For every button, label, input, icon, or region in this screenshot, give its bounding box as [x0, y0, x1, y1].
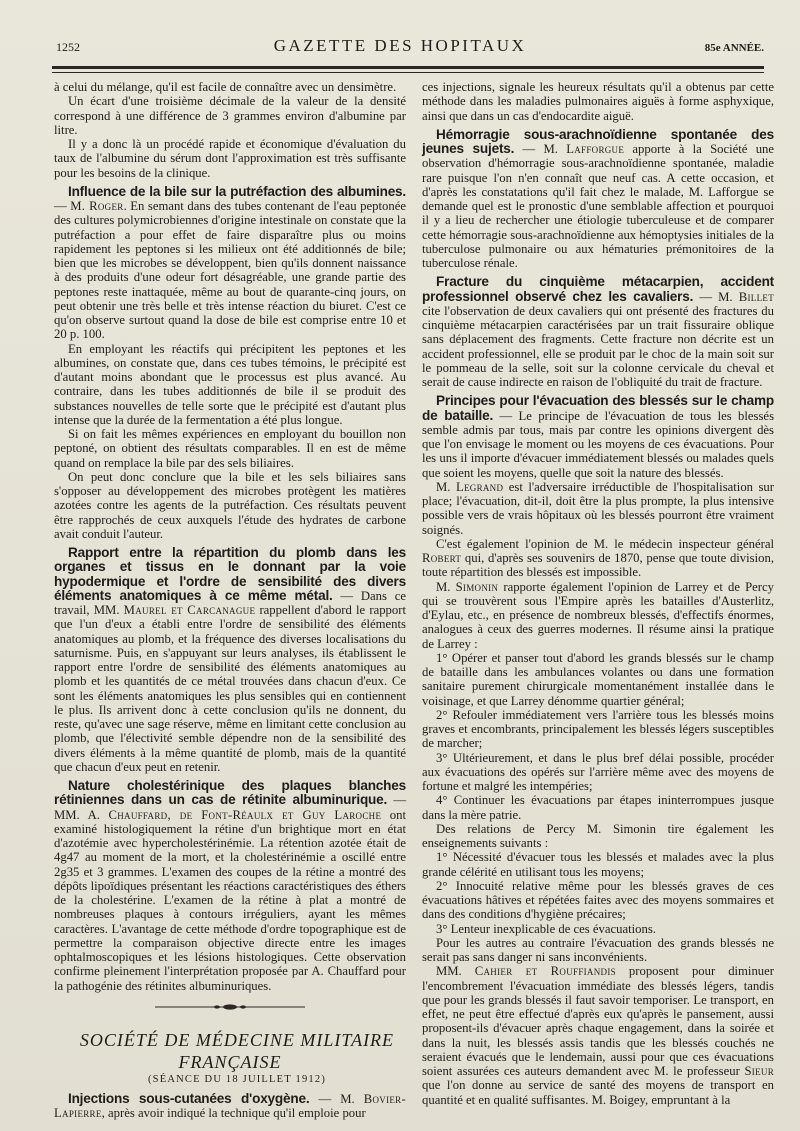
article-heading: Principes pour l'évacuation des blessés sur le champ de bataille. — [422, 393, 774, 423]
article-evacuation — [422, 394, 774, 480]
list-item: 4° Continuer les évacuations par étapes ininterrompues jusque dans la mère patrie. — [422, 793, 774, 822]
paragraph: M. Legrand est l'adversaire irréductible de l'hospitalisation sur place; l'évacuation, dit-il, doit être la plus prompte, la plus intensive possible vers de vrais hôpitaux où les blessés pourront être vraiment soignés. — [422, 479, 774, 537]
author-name: Robert — [422, 551, 462, 565]
article-text: , après avoir indiqué la technique qu'il emploie pour — [101, 1106, 366, 1121]
paragraph: ces injections, signale les heureux résultats qu'il a obtenus par cette méthode dans les maladies pulmonaires aiguës à forme asphyxique, ainsi que dans un cas d'endocardite aiguë. — [422, 80, 774, 123]
list-item: 2° Refouler immédiatement vers l'arrière tous les blessés moins graves et encombrants, principalement les blessés légers susceptibles de marcher; — [422, 707, 774, 751]
left-column — [54, 80, 406, 1121]
article-text: rappellent d'abord le rapport que l'un d'eux a établi entre l'ordre de sensibilité des éléments anatomiques au plomb, et la fréquence des diverses localisations du saturnisme. Puis, en s'appuyant sur leurs analyses, ils établissent le rapport entre l'ordre de sensibilité des éléments anatomiques au plomb et les quantités de ce métal trouvées dans chacun d'eux. Ce sont les éléments anatomiques les plus sensibles qui en contiennent le plus. Ils arrivent donc à cette conclusion qu'ils ne donnent, du reste, qu'avec une sage réserve, même en limitant cette conclusion au plomb, que l'électivité semble dépendre non de la sensibilité des divers éléments à la même quantité de plomb, mais de la quantité que chacun d'eux peut en retenir. — [54, 603, 406, 774]
article-fracture: Fracture du cinquième métacarpien, accident professionnel observé chez les cavaliers. — M. Billet cite l'observation de deux cavaliers qui ont présenté des fractures du cinquième métacarpien caractérisées par un trait fissuraire oblique sans déplacement des fragments. Cette fracture non décrite est un accident professionnel, elle se produit par le choc de la main soit sur le pommeau de la selle, soit sur la colonne cervicale du cheval et serait de cause indirecte en raison de l'obliquité du trait de fracture. — [422, 274, 774, 389]
section-ornament — [155, 1003, 305, 1011]
header-rule-thin — [52, 72, 764, 73]
article-text: . En semant dans des tubes contenant de l'eau peptonée des cultures polymicrobiennes d'origine intestinale on constate que la putréfaction a pour effet de faire disparaître plus ou moins rapidement les peptones si les milieux ont été additionnés de bile; bien que les microbes se développent, bien qu'ils donnent naissance à des produits d'une odeur fort désagréable, une grande partie des peptones reste inattaquée, même au bout de quarante-cinq jours, on peut obtenir une très belle et très intense réaction du biuret. C'est ce qu'on observe surtout quand la dose de bile est comprise entre 10 et 20 p. 100. — [54, 199, 406, 342]
paragraph: Il y a donc là un procédé rapide et économique d'évaluation du taux de l'albumine du sérum dont l'approximation est très suffisante pour les besoins de la clinique. — [54, 137, 406, 180]
page-number: 1252 — [56, 40, 80, 54]
article-retinite: Nature cholestérinique des plaques blanches rétiniennes dans un cas de rétinite albuminurique. — MM. A. Chauffard, de Font-Réaulx et Guy Laroche ont examiné histologiquement la rétine d'un brightique mort en état d'azotémie avec hypercholestérinémie. La rétention azotée était de 4g47 au moment de la mort, et la cholestérinémie a oscillé entre 2g35 et 3 grammes. L'examen des coupes de la rétine a montré des dépôts lipoïdiques présentant les réactions caractéristiques des éthers de la cholestérine. L'examen de la rétine à plat a montré de nombreuses plaques à contours irréguliers, ayant les mêmes caractères. L'avantage de cette méthode d'ordre topographique est de permettre la comparaison objective directe entre les images ophtalmoscopiques et les lésions histologiques. Cette observation confirme pleinement l'interprétation proposée par A. Chauffard pour la pathogénie des rétinites albuminuriques. — [54, 778, 406, 993]
paragraph: Si on fait les mêmes expériences en employant du bouillon non peptoné, on obtient des résultats comparables. Il en est de même quand on remplace la bile par des sels biliaires. — [54, 427, 406, 470]
article-text: — Le principe de l'évacuation de tous les blessés semble admis par tous, mais par contre les opinions divergent dès que l'on envisage le moment ou les moyens de ces évacuations. Pour les uns il importe d'évacuer immédiatement blessés ou malades quels que soient les moyens, quelle que soit la nature des blessés. — [422, 408, 775, 480]
article-heading: Injections sous-cutanées d'oxygène. — [68, 1091, 310, 1106]
paragraph: M. Simonin rapporte également l'opinion de Larrey et de Percy qui se trouvèrent sous l'Empire après les batailles d'Austerlitz, d'Eylau, etc., en présence de nombreux blessés, d'effectifs énormes, analogues à ceux des guerres modernes. Il résume ainsi la pratique de Larrey : — [422, 579, 775, 651]
header-rule-thick — [52, 66, 764, 69]
article-heading: Influence de la bile sur la putréfaction des albumines. — [68, 183, 406, 199]
article-text: cite l'observation de deux cavaliers qui ont présenté des fractures du cinquième métacarpien caractérisées par un trait fissuraire oblique sans déplacement des fragments. Cette fracture non décrite est un accident professionnel, elle se produit par le choc de la main soit sur le pommeau de la selle, soit sur la colonne cervicale du cheval et serait de cause indirecte en raison de l'obliquité du trait de fracture. — [422, 303, 774, 389]
paragraph: Pour les autres au contraire l'évacuation des grands blessés ne serait pas sans danger ni sans inconvénients. — [422, 935, 774, 964]
list-item: 1° Opérer et panser tout d'abord les grands blessés sur le champ de bataille dans les ambulances volantes ou dans une formation sanitaire purement chirurgicale momentanément installée dans le voisinage, et que Larrey dénomme quartier général; — [422, 650, 774, 708]
list-item: 1° Nécessité d'évacuer tous les blessés et malades avec la plus grande célérité en utilisant tous les moyens; — [422, 850, 774, 879]
paragraph: C'est également l'opinion de M. le médecin inspecteur général Robert qui, d'après ses souvenirs de 1870, pense que toute division, toute répartition des blessés est impossible. — [422, 536, 774, 580]
author-name: Sieur — [744, 1064, 774, 1078]
author-name: Cahier et Rouffiandis — [474, 964, 616, 979]
year-label: 85e ANNÉE. — [704, 42, 764, 54]
article-heading: Fracture du cinquième métacarpien, accident professionnel observé chez les cavaliers. — [422, 274, 774, 304]
article-hemorragie: Hémorragie sous-arachnoïdienne spontanée des jeunes sujets. — M. Lafforgue apporte à la Société une observation d'hémorragie sous-arachnoïdienne spontanée, maladie rare puisque l'on n'en connaît que neuf cas. A cette occasion, et d'après les constatations qu'il fait chez le malade, M. Lafforgue se demande quel est le pronostic d'une semblable affection et pourquoi il y a lieu de rechercher une étiologie tuberculeuse et de comparer cette hémorragie sous-arachnoïdienne aux hémoptysies initiales de la tuberculose pulmonaire ou aux hématuries prémonitoires de la tuberculose rénale. — [422, 126, 775, 270]
page-header — [0, 30, 800, 64]
author-name: Simonin — [455, 579, 499, 594]
paragraph: Un écart d'une troisième décimale de la valeur de la densité correspond à une différence de 3 grammes environ d'albumine par litre. — [54, 94, 406, 137]
paragraph: MM. Cahier et Rouffiandis proposent pour diminuer l'encombrement l'évacuation immédiate des blessés légers, tandis que pour les grands blessés il faut savoir temporiser. Le transport, en effet, ne peut être effectué d'après eux qu'après le pansement, aussi proposent-ils d'évacuer après chaque engagement, dans la soirée et dans la nuit, les blessés assis tandis que les blessés couchés ne seraient évacués que le lendemain, aussi pour que ces évacuations soient assurées ces auteurs demandent avec M. le professeur Sieur que l'on donne au service de santé des moyens de transport en quantité et en qualité suffisantes. M. Boigey, empruntant à la — [422, 964, 774, 1107]
author-name: M. Roger — [70, 199, 124, 213]
author-name: Billet — [738, 289, 774, 304]
paragraph: à celui du mélange, qu'il est facile de connaître avec un densimètre. — [54, 80, 397, 94]
article-text: apporte à la Société une observation d'hémorragie sous-arachnoïdienne spontanée, maladie rare puisque l'on n'en connaît que neuf cas. A cette occasion, et d'après les constatations qu'il fait chez le malade, M. Lafforgue se demande quel est le pronostic d'une semblable affection et pourquoi il y a lieu de rechercher une étiologie tuberculeuse et de comparer cette hémorragie sous-arachnoïdienne aux hémoptysies initiales de la tuberculose pulmonaire ou aux hématuries prémonitoires de la tuberculose rénale. — [422, 142, 775, 270]
right-column — [422, 80, 774, 1107]
paragraph: Des relations de Percy M. Simonin tire également les enseignements suivants : — [422, 821, 774, 850]
list-item: 3° Ultérieurement, et dans le plus bref délai possible, procéder aux évacuations des opérés sur l'arrière même avec des moyens de fortune et malgré les intempéries; — [422, 750, 774, 793]
author-name: Chauffard, de Font-Réaulx et Guy Laroche — [108, 807, 382, 822]
article-text: ont examiné histologiquement la rétine d'un brightique mort en état d'azotémie avec hypercholestérinémie. La rétention azotée était de 4g47 au moment de la mort, et la cholestérinémie a oscillé entre 2g35 et 3 grammes. L'examen des coupes de la rétine a montré des dépôts lipoïdiques présentant les réactions caractéristiques des éthers de la cholestérine. L'examen de la rétine à plat a montré de nombreuses plaques à contours irréguliers, ayant les mêmes caractères. L'avantage de cette méthode d'ordre topographique est de permettre la comparaison objective directe entre les images ophtalmoscopiques et les lésions histologiques. Cette observation confirme pleinement l'interprétation proposée par A. Chauffard pour la pathogénie des rétinites albuminuriques. — [54, 807, 406, 993]
list-item: 3° Lenteur inexplicable de ces évacuations. — [436, 921, 656, 936]
journal-title: GAZETTE DES HOPITAUX — [273, 36, 527, 55]
society-title: SOCIÉTÉ DE MÉDECINE MILITAIRE FRANÇAISE — [79, 1029, 395, 1072]
article-heading: Rapport entre la répartition du plomb dans les organes et tissus en le donnant par la voie hypodermique et l'ordre de sensibilité des divers éléments anatomiques à ce même métal. — [54, 545, 406, 603]
article-plomb: Rapport entre la répartition du plomb dans les organes et tissus en le donnant par la voie hypodermique et l'ordre de sensibilité des divers éléments anatomiques à ce même métal. — Dans ce travail, MM. Maurel et Carcanague rappellent d'abord le rapport que l'un d'eux a établi entre l'ordre de sensibilité des éléments anatomiques au plomb, et la fréquence des diverses localisations du saturnisme. Puis, en s'appuyant sur leurs analyses, ils établissent le rapport entre l'ordre de sensibilité des éléments anatomiques au plomb et les quantités de ce métal trouvées dans chacun d'eux. Ce sont les éléments anatomiques les plus sensibles qui en contiennent le plus. Ils arrivent donc à cette conclusion qu'ils ne donnent, du reste, qu'avec une sage réserve, même en limitant cette conclusion au plomb, que l'électivité semble dépendre non de la sensibilité des divers éléments à la même quantité de plomb, mais de la quantité que chacun d'eux peut en retenir. — [54, 545, 406, 774]
article-oxygene: Injections sous-cutanées d'oxygène. — M. Bovier-Lapierre, après avoir indiqué la technique qu'il emploie pour — [54, 1091, 407, 1121]
paragraph: En employant les réactifs qui précipitent les peptones et les albumines, on constate que, dans ces tubes témoins, le précipité est d'autant moins abondant que le processus est plus avancé. Au contraire, dans les tubes additionnés de bile il se produit des substances nouvelles de telle sorte que le précipité est d'autant plus intense que la durée de la fermentation a été plus longue. — [54, 341, 406, 427]
session-date: (SÉANCE DU 18 JUILLET 1912) — [147, 1073, 327, 1085]
author-name: Maurel et Carcanague — [123, 603, 256, 617]
article-heading: Hémorragie sous-arachnoïdienne spontanée des jeunes sujets. — [422, 126, 774, 156]
author-name: Legrand — [455, 479, 504, 494]
author-name: Bovier-Lapierre — [54, 1092, 407, 1121]
article-bile: Influence de la bile sur la putréfaction des albumines. — M. Roger. En semant dans des tubes contenant de l'eau peptonée des cultures polymicrobiennes d'origine intestinale on constate que la putréfaction a pour effet de faire disparaître plus ou moins rapidement les peptones si les milieux ont été additionnés de bile; bien que les microbes se développent, bien qu'ils donnent naissance à des produits d'une odeur fort désagréable, une grande partie des peptones reste inattaquée, même au bout de quarante-cinq jours, on peut obtenir une très belle et très intense réaction du biuret. C'est ce qu'on observe surtout quand la dose de bile est comprise entre 10 et 20 p. 100. — [54, 183, 406, 342]
article-heading: Nature cholestérinique des plaques blanches rétiniennes dans un cas de rétinite albuminurique. — [54, 778, 406, 808]
list-item: 2° Innocuité relative même pour les blessés graves de ces évacuations hâtives et répétées faites avec des moyens sommaires et dans des conditions d'hygiène précaires; — [422, 878, 774, 922]
paragraph: On peut donc conclure que la bile et les sels biliaires sans s'opposer au développement des microbes protègent les matières azotées contre les agents de la putréfaction. Ces résultats peuvent être rapprochés de ceux auxquels l'étude des hydrates de carbone avait conduit l'auteur. — [54, 469, 406, 541]
author-name: Lafforgue — [566, 142, 625, 156]
